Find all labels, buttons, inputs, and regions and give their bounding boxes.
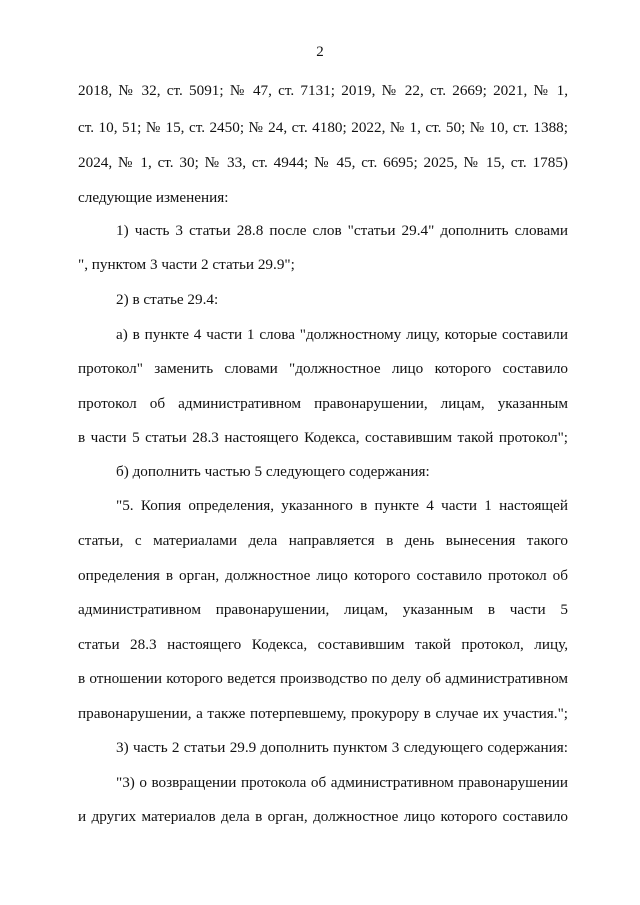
text-line: протокол" заменить словами "должностное лицо которого составило xyxy=(78,360,568,377)
text-line: а) в пункте 4 части 1 слова "должностному лицу, которые составили xyxy=(116,326,568,343)
text-line: и других материалов дела в орган, должностное лицо которого составило xyxy=(78,808,568,825)
text-line: протокол об административном правонарушении, лицам, указанным xyxy=(78,395,568,412)
page-number: 2 xyxy=(316,44,324,60)
text-line: 2024, № 1, ст. 30; № 33, ст. 4944; № 45, ст. 6695; 2025, № 15, ст. 1785) xyxy=(78,154,568,171)
text-line: административном правонарушении, лицам, указанным в части 5 xyxy=(78,601,568,618)
text-line: 2) в статье 29.4: xyxy=(116,291,219,308)
text-line: определения в орган, должностное лицо которого составило протокол об xyxy=(78,567,568,584)
text-line: ", пунктом 3 части 2 статьи 29.9"; xyxy=(78,256,295,273)
text-line: ст. 10, 51; № 15, ст. 2450; № 24, ст. 4180; 2022, № 1, ст. 50; № 10, ст. 1388; xyxy=(78,119,568,136)
text-line: правонарушении, а также потерпевшему, прокурору в случае их участия."; xyxy=(78,705,568,722)
text-line: 3) часть 2 статьи 29.9 дополнить пунктом 3 следующего содержания: xyxy=(116,739,568,756)
text-line: 1) часть 3 статьи 28.8 после слов "статьи 29.4" дополнить словами xyxy=(116,222,568,239)
text-line: б) дополнить частью 5 следующего содержания: xyxy=(116,463,430,480)
text-line: статьи, с материалами дела направляется в день вынесения такого xyxy=(78,532,568,549)
text-line: следующие изменения: xyxy=(78,189,229,206)
text-line: "3) о возвращении протокола об административном правонарушении xyxy=(116,774,568,791)
text-line: "5. Копия определения, указанного в пункте 4 части 1 настоящей xyxy=(116,497,568,514)
text-line: статьи 28.3 настоящего Кодекса, составившим такой протокол, лицу, xyxy=(78,636,568,653)
text-line: в части 5 статьи 28.3 настоящего Кодекса, составившим такой протокол"; xyxy=(78,429,568,446)
text-line: в отношении которого ведется производство по делу об административном xyxy=(78,670,568,687)
text-line: 2018, № 32, ст. 5091; № 47, ст. 7131; 2019, № 22, ст. 2669; 2021, № 1, xyxy=(78,82,568,99)
